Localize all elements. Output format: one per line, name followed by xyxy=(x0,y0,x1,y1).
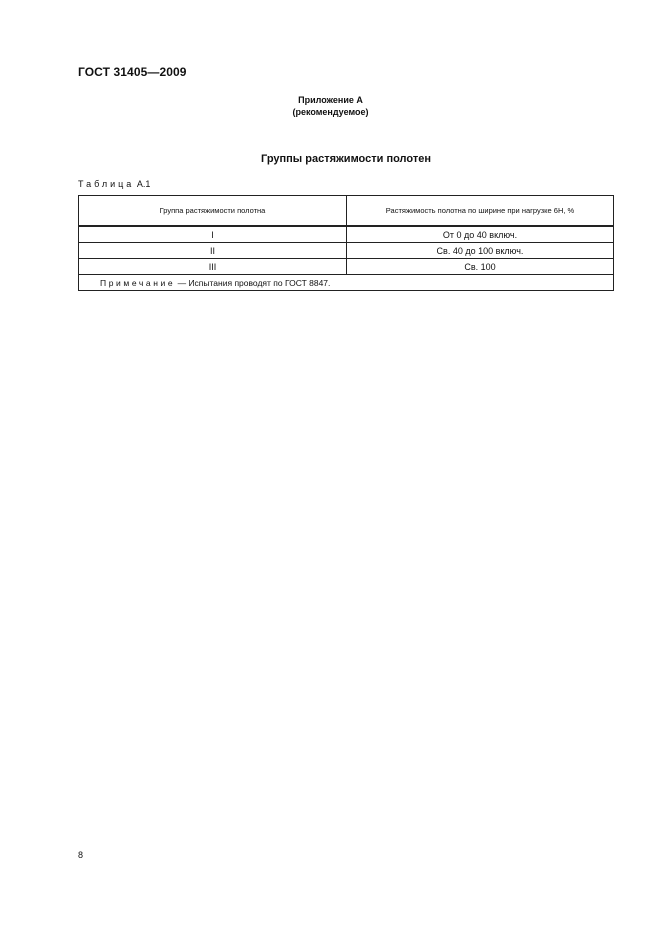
document-code: ГОСТ 31405—2009 xyxy=(78,65,187,79)
column-header-stretch: Растяжимость полотна по ширине при нагрузке 6Н, % xyxy=(347,196,614,227)
table-row xyxy=(79,226,614,243)
group-cell: II xyxy=(79,243,347,259)
group-cell: III xyxy=(79,259,347,275)
page-number: 8 xyxy=(78,850,84,860)
note-label: Примечание xyxy=(100,277,176,288)
stretch-cell: Св. 40 до 100 включ. xyxy=(347,243,614,259)
group-cell: I xyxy=(79,226,347,243)
table-caption-prefix: Таблица xyxy=(78,179,135,189)
table-header-row xyxy=(79,196,614,227)
table-note-row xyxy=(79,275,614,291)
note-text: — Испытания проводят по ГОСТ 8847. xyxy=(177,277,331,288)
table-caption xyxy=(78,179,150,189)
stretch-cell: От 0 до 40 включ. xyxy=(347,226,614,243)
appendix-subtitle: (рекомендуемое) xyxy=(292,107,369,117)
table-row xyxy=(79,243,614,259)
appendix-title: Приложение А xyxy=(298,95,363,105)
column-header-group: Группа растяжимости полотна xyxy=(79,196,347,227)
section-title: Группы растяжимости полотен xyxy=(261,153,431,165)
table-caption-number: А.1 xyxy=(136,179,151,189)
stretch-cell: Св. 100 xyxy=(347,259,614,275)
stretch-groups-table xyxy=(78,195,614,291)
table-row xyxy=(79,259,614,275)
table-note xyxy=(79,275,614,291)
